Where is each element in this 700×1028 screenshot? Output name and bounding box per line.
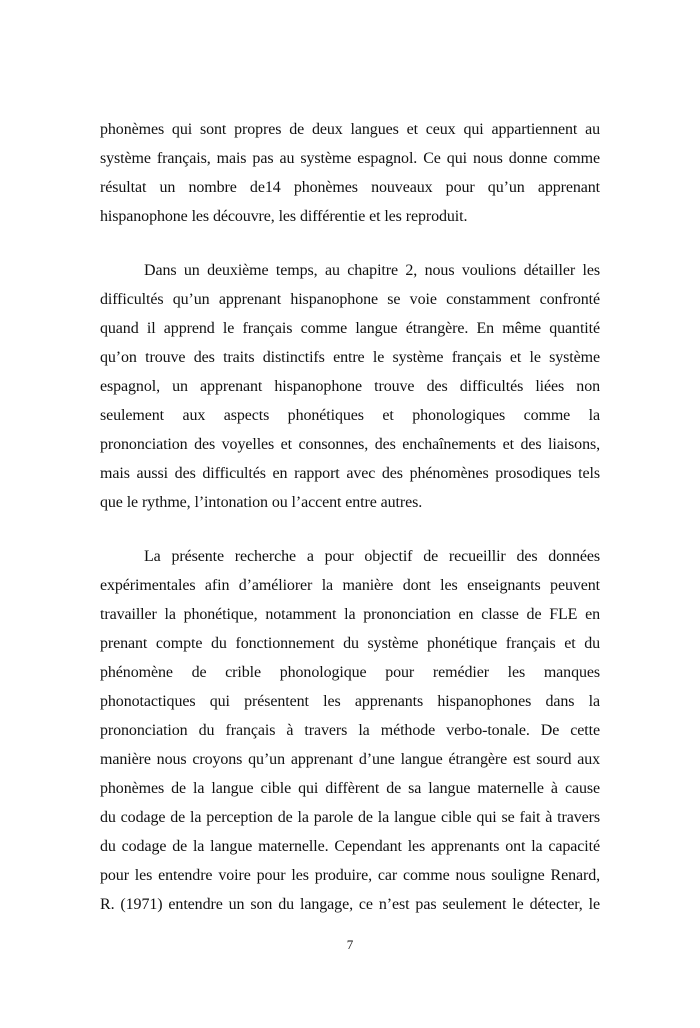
paragraph-1-line-4: hispanophone les découvre, les différentie et les reproduit.	[100, 208, 468, 225]
paragraph-1-line-1: phonèmes qui sont propres de deux langues et ceux qui appartiennent au	[100, 121, 600, 138]
paragraph-3-line-5: phénomène de crible phonologique pour remédier les manques	[100, 664, 600, 681]
paragraph-1-line-3: résultat un nombre de14 phonèmes nouveaux pour qu’un apprenant	[100, 179, 600, 196]
paragraph-3-line-3: travailler la phonétique, notamment la prononciation en classe de FLE en	[100, 606, 600, 623]
paragraph-3-line-1: La présente recherche a pour objectif de recueillir des données	[144, 548, 600, 565]
paragraph-3-line-8: manière nous croyons qu’un apprenant d’une langue étrangère est sourd aux	[100, 751, 600, 768]
paragraph-2-line-7: prononciation des voyelles et consonnes, des enchaînements et des liaisons,	[100, 436, 600, 453]
paragraph-3-line-6: phonotactiques qui présentent les apprenants hispanophones dans la	[100, 693, 600, 710]
paragraph-2-line-1: Dans un deuxième temps, au chapitre 2, nous voulions détailler les	[144, 262, 600, 279]
paragraph-2-line-3: quand il apprend le français comme langue étrangère. En même quantité	[100, 320, 600, 337]
paragraph-3-line-13: R. (1971) entendre un son du langage, ce n’est pas seulement le détecter, le	[100, 896, 600, 913]
paragraph-2-line-8: mais aussi des difficultés en rapport avec des phénomènes prosodiques tels	[100, 465, 600, 482]
paragraph-2-line-9: que le rythme, l’intonation ou l’accent entre autres.	[100, 494, 423, 511]
paragraph-2-line-5: espagnol, un apprenant hispanophone trouve des difficultés liées non	[100, 378, 600, 395]
paragraph-1-line-2: système français, mais pas au système espagnol. Ce qui nous donne comme	[100, 150, 600, 167]
paragraph-2-line-4: qu’on trouve des traits distinctifs entre le système français et le système	[100, 349, 600, 366]
page-number: 7	[346, 937, 354, 952]
paragraph-3-line-4: prenant compte du fonctionnement du système phonétique français et du	[100, 635, 600, 652]
paragraph-3-line-12: pour les entendre voire pour les produire, car comme nous souligne Renard,	[100, 867, 600, 884]
paragraph-3-line-7: prononciation du français à travers la méthode verbo-tonale. De cette	[100, 722, 600, 739]
paragraph-3-line-2: expérimentales afin d’améliorer la manière dont les enseignants peuvent	[100, 577, 600, 594]
paragraph-3-line-10: du codage de la perception de la parole de la langue cible qui se fait à travers	[100, 809, 600, 826]
paragraph-2-line-6: seulement aux aspects phonétiques et phonologiques comme la	[100, 407, 600, 424]
paragraph-3-line-11: du codage de la langue maternelle. Cependant les apprenants ont la capacité	[100, 838, 600, 855]
paragraph-3-line-9: phonèmes de la langue cible qui diffèrent de sa langue maternelle à cause	[100, 780, 600, 797]
paragraph-2-line-2: difficultés qu’un apprenant hispanophone se voie constamment confronté	[100, 291, 600, 308]
